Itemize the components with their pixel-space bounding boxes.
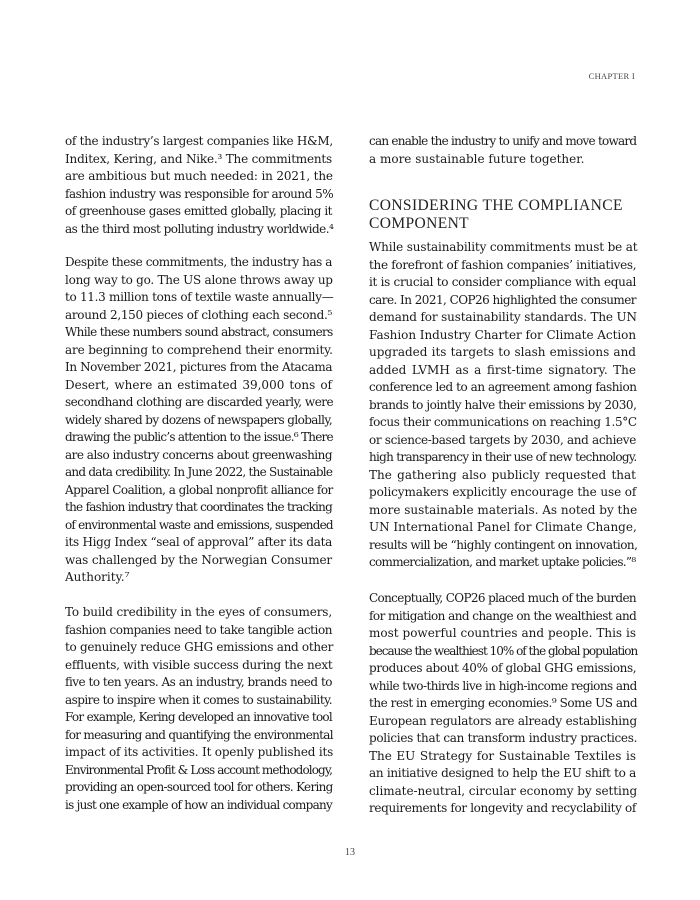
text-line: the fashion industry that coordinates the tracking bbox=[65, 500, 332, 514]
text-line: most powerful countries and people. This is bbox=[369, 626, 636, 640]
text-line: European regulators are already establishing bbox=[369, 713, 637, 728]
text-line: produces about 40% of global GHG emissions, bbox=[369, 661, 637, 675]
text-line: a more sustainable future together. bbox=[369, 151, 585, 166]
text-line: Despite these commitments, the industry has a bbox=[65, 255, 332, 269]
text-line: are also industry concerns about greenwashing bbox=[65, 447, 333, 462]
text-line: fashion industry was responsible for around 5% bbox=[65, 186, 334, 201]
text-line: impact of its activities. It openly published its bbox=[65, 745, 334, 759]
text-line: care. In 2021, COP26 highlighted the consumer bbox=[369, 292, 636, 307]
text-line: Inditex, Kering, and Nike.³ The commitments bbox=[65, 151, 332, 166]
text-line: it is crucial to consider compliance with equal bbox=[369, 275, 636, 289]
text-line: commercialization, and market uptake policies.”⁸ bbox=[369, 555, 636, 569]
text-line: climate-neutral, circular economy by setting bbox=[369, 783, 638, 798]
text-line: drawing the public’s attention to the issue.⁶ There bbox=[65, 430, 333, 444]
text-line: of greenhouse gases emitted globally, placing it bbox=[65, 204, 332, 218]
text-line: for measuring and quantifying the environmental bbox=[65, 727, 333, 742]
right-paragraph-2 bbox=[369, 590, 636, 818]
text-line: for mitigation and change on the wealthiest and bbox=[369, 608, 637, 623]
text-line: an initiative designed to help the EU shift to a bbox=[369, 766, 636, 780]
text-line: are ambitious but much needed: in 2021, the bbox=[65, 169, 333, 183]
text-line: demand for sustainability standards. The UN bbox=[369, 310, 637, 324]
text-line: secondhand clothing are discarded yearly, were bbox=[65, 395, 334, 409]
text-line: For example, Kering developed an innovative tool bbox=[65, 710, 332, 724]
text-line: policymakers explicitly encourage the use of bbox=[369, 485, 637, 499]
text-line: To build credibility in the eyes of consumers, bbox=[65, 605, 332, 619]
text-line: fashion companies need to take tangible action bbox=[65, 622, 332, 637]
text-line: The EU Strategy for Sustainable Textiles is bbox=[369, 748, 636, 763]
text-line: While these numbers sound abstract, consumers bbox=[65, 325, 333, 339]
text-line: brands to jointly halve their emissions by 2030, bbox=[369, 397, 637, 412]
left-paragraph-2 bbox=[65, 254, 332, 587]
text-line: of the industry’s largest companies like H&M, bbox=[65, 134, 333, 148]
text-line: UN International Panel for Climate Change, bbox=[369, 520, 637, 534]
text-line: the forefront of fashion companies’ initiatives, bbox=[369, 257, 637, 272]
text-line: widely shared by dozens of newspapers globally, bbox=[65, 412, 333, 427]
text-line: Conceptually, COP26 placed much of the burden bbox=[369, 591, 636, 605]
running-header-chapter: CHAPTER I bbox=[588, 71, 635, 81]
text-line: conference led to an agreement among fashion bbox=[369, 380, 637, 394]
section-heading: CONSIDERING THE COMPLIANCE COMPONENT bbox=[369, 197, 623, 232]
text-line: its Higg Index “seal of approval” after its data bbox=[65, 535, 332, 549]
text-line: upgraded its targets to slash emissions and bbox=[369, 345, 636, 359]
text-line: to genuinely reduce GHG emissions and other bbox=[65, 640, 334, 654]
text-line: effluents, with visible success during the next bbox=[65, 657, 333, 672]
left-paragraph-1 bbox=[65, 133, 332, 238]
text-line: while two-thirds live in high-income regions and bbox=[369, 678, 637, 693]
page-number: 13 bbox=[345, 847, 355, 858]
text-line: policies that can transform industry practices. bbox=[369, 731, 638, 745]
text-line: because the wealthiest 10% of the global population bbox=[369, 643, 638, 658]
right-paragraph-1 bbox=[369, 239, 636, 572]
text-line: Desert, where an estimated 39,000 tons of bbox=[65, 377, 332, 392]
text-line: In November 2021, pictures from the Atacama bbox=[65, 360, 333, 374]
text-line: While sustainability commitments must be at bbox=[369, 240, 638, 254]
left-paragraph-3 bbox=[65, 604, 332, 814]
right-paragraph-intro bbox=[369, 133, 636, 168]
text-line: added LVMH as a first-time signatory. The bbox=[369, 362, 636, 377]
text-line: requirements for longevity and recyclability of bbox=[369, 801, 637, 815]
text-line: results will be “highly contingent on innovation, bbox=[369, 537, 638, 552]
text-line: the rest in emerging economies.⁹ Some US and bbox=[369, 696, 638, 710]
text-line: Environmental Profit & Loss account methodology, bbox=[65, 762, 333, 777]
text-line: and data credibility. In June 2022, the Sustainable bbox=[65, 465, 333, 479]
text-line: as the third most polluting industry worldwide.⁴ bbox=[65, 221, 334, 236]
text-line: can enable the industry to unify and move toward bbox=[369, 134, 637, 148]
text-line: is just one example of how an individual company bbox=[65, 797, 332, 812]
text-line: providing an open-sourced tool for others. Kering bbox=[65, 780, 333, 794]
text-line: Fashion Industry Charter for Climate Action bbox=[369, 327, 636, 342]
text-line: high transparency in their use of new technology. bbox=[369, 450, 637, 464]
text-line: to 11.3 million tons of textile waste annually— bbox=[65, 290, 334, 304]
text-line: The gathering also publicly requested that bbox=[369, 467, 636, 482]
text-line: five to ten years. As an industry, brands need to bbox=[65, 675, 332, 689]
text-line: of environmental waste and emissions, suspended bbox=[65, 517, 333, 532]
text-line: was challenged by the Norwegian Consumer bbox=[65, 552, 332, 567]
text-line: more sustainable materials. As noted by the bbox=[369, 502, 638, 517]
text-line: focus their communications on reaching 1.5°C bbox=[369, 415, 637, 429]
text-line: long way to go. The US alone throws away up bbox=[65, 272, 333, 287]
text-line: aspire to inspire when it comes to sustainability. bbox=[65, 692, 332, 707]
text-line: are beginning to comprehend their enormity. bbox=[65, 342, 333, 357]
text-line: Apparel Coalition, a global nonprofit alliance for bbox=[65, 482, 333, 497]
text-line: Authority.⁷ bbox=[65, 570, 130, 584]
text-line: around 2,150 pieces of clothing each second.⁵ bbox=[65, 307, 332, 322]
text-line: or science-based targets by 2030, and achieve bbox=[369, 432, 636, 447]
